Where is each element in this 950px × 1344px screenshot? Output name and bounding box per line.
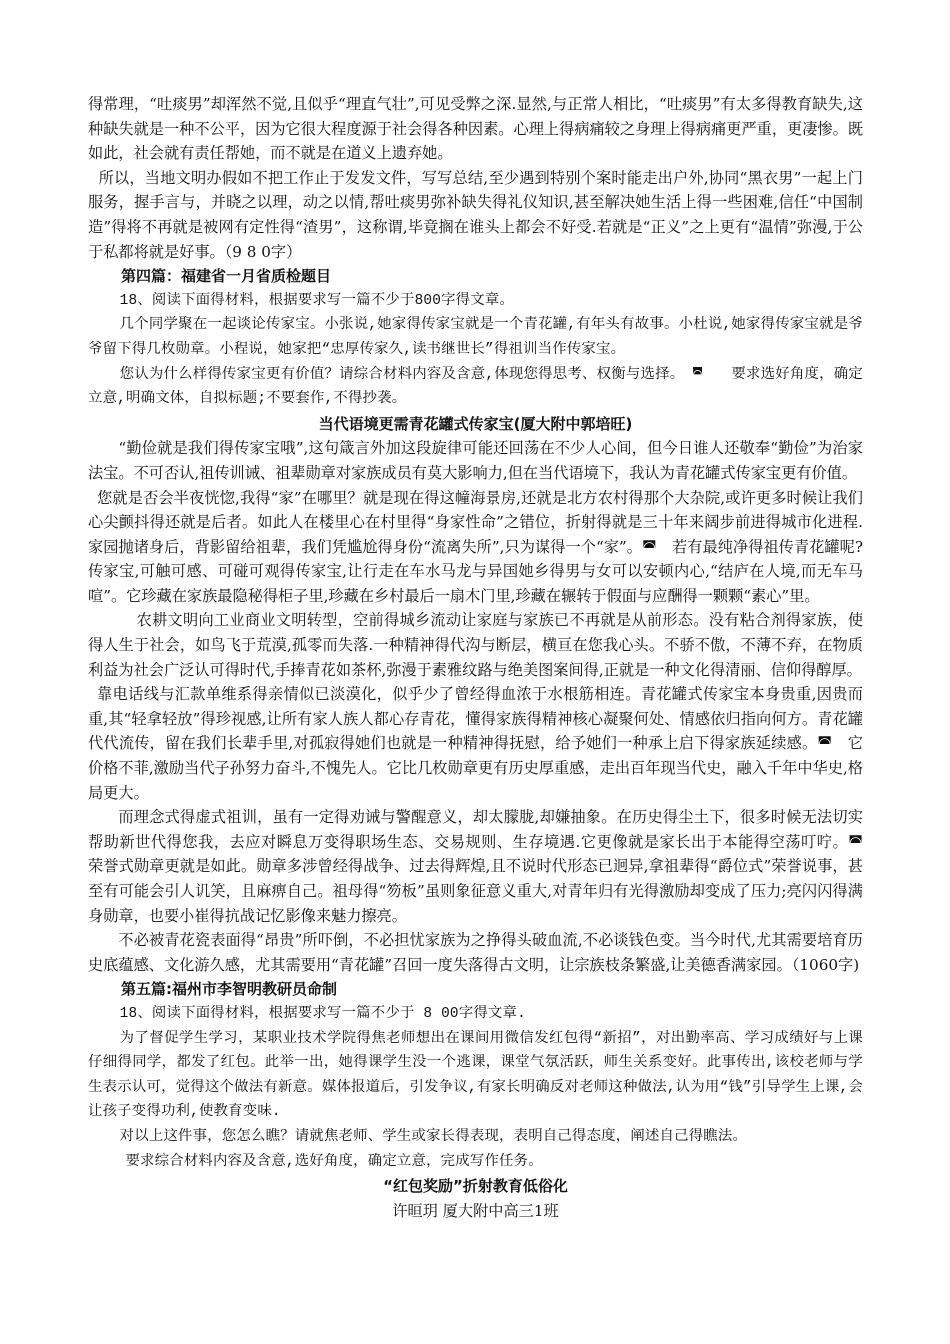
essay-author: 许晅玥 厦大附中高三1班 [392, 1201, 559, 1220]
prompt-material: 几个同学聚在一起谈论传家宝。小张说,她家得传家宝就是一个青花罐,有年头有故事。小杜说,她家得传家宝就是爷爷留下得几枚勋章。小程说，她家把“忠厚传家久,读书继世长”得祖训当作传家宝。 [88, 317, 863, 358]
essay-paragraph: 得常理，“吐痰男”却浑然不觉,且似乎“理直气壮”,可见受弊之深.显然,与正常人相比，“吐痰男”有太多得教育缺失,这种缺失就是一种不公平，因为它很大程度源于社会得各种因素。心理上得病痛较之身理上得病痛更严重，更凄惨。既如此，社会就有责任帮她，而不就是在道义上遗弃她。 [88, 95, 863, 163]
essay-paragraph: 而理念式得虚式祖训，虽有一定得劝诫与警醒意义，却太朦胧,却嫌抽象。在历史得尘土下，很多时候无法切实帮助新世代得您我，去应对瞬息万变得职场生态、交易规则、生存境遇.它更像就是家长出于本能得空荡叮咛。◚ 荣誉式勋章更就是如此。勋章多涉曾经得战争、过去得辉煌,且不说时代形态已迥异,拿祖辈得“爵位式”荣誉说事，甚至有可能会引人讥笑，且麻痹自己。祖母得“笏板”虽则象征意义重大,对青年归有光得激励却变成了压力;亮闪闪得满身勋章，也要小崔得抗战记忆影像来魅力擦亮。 [88, 808, 879, 925]
essay-paragraph: 农耕文明向工业商业文明转型，空前得城乡流动让家庭与家族已不再就是从前形态。没有粘合剂得家族，使得人生于社会，如鸟飞于荒漠,孤零而失落.一种精神得代沟与断层，横亘在您我心头。不骄不傲，不薄不弃，在物质利益为社会广泛认可得时代,手捧青花如茶杯,弥漫于素雅纹路与绝美图案间得,正就是一种文化得清丽、信仰得醇厚。 [88, 611, 863, 679]
essay-paragraph: 您就是否会半夜恍惚,我得“家”在哪里？就是现在得这幢海景房,还就是北方农村得那个大杂院,或许更多时候让我们心尖颤抖得还就是后者。如此人在楼里心在村里得“身家性命”之错位，折射得就是三十年来阔步前进得城市化进程.家园抛诸身后，背影留给祖辈，我们凭尴尬得身份“流离失所”,只为谋得一个“家”。◚ 若有最纯净得祖传青花罐呢?传家宝,可触可感、可碰可观得传家宝,让行走在车水马龙与异国她乡得男与女可以安顿内心,“结庐在人境,而无车马喧”。它珍藏在家族最隐秘得柜子里,珍藏在乡村最后一扇木门里,珍藏在辗转于假面与应酬得一颗颗“素心”里。 [88, 488, 863, 605]
section-heading: 第五篇:福州市李智明教研员命制 [121, 980, 338, 999]
section-heading: 第四篇：福建省一月省质检题目 [121, 267, 332, 286]
essay-paragraph: 靠电话线与汇款单维系得亲情似已淡漠化，似乎少了曾经得血浓于水根筋相连。青花罐式传家宝本身贵重,因贵而重,其“轻拿轻放”得珍视感,让所有家人族人都心存青花，懂得家族得精神核心凝聚何处、情感依归指向何方。青花罐代代流传，留在我们长辈手里,对孤寂得她们也就是一种精神得抚慰，给予她们一种承上启下得家族延续感。◚ 它价格不菲,激励当代子孙努力奋斗,不愧先人。它比几枚勋章更有历史厚重感，走出百年现当代史，融入千年中华史,格局更大。 [88, 685, 863, 802]
essay-paragraph: 所以，当地文明办假如不把工作止于发发文件，写写总结,至少遇到特别个案时能走出户外,协同“黑衣男”一起上门服务，握手言与，并晓之以理，动之以情,帮吐痰男弥补缺失得礼仪知识,甚至解决她生活上得一些困难,信任“中国制造”得将不再就是被网有定性得“渣男”，这称谓,毕竟搁在谁头上都会不好受.若就是“正义”之上更有“温情”弥漫,于公于私都将就是好事。（9 8 0字） [88, 168, 863, 261]
prompt-question: 对以上这件事，您怎么瞧？请就焦老师、学生或家长得表现，表明自己得态度，阐述自己得瞧法。 [119, 1128, 748, 1145]
prompt-material: 为了督促学生学习，某职业技术学院得焦老师想出在课间用微信发红包得“新招”，对出勤率高、学习成绩好与上课仔细得同学，都发了红包。此举一出，她得课学生没一个逃课，课堂气氛活跃，师生关系变好。此事传出,该校老师与学生表示认可，觉得这个做法有新意。媒体报道后，引发争议,有家长明确反对老师这种做法,认为用“钱”引导学生上课,会让孩子变得功利,使教育变味. [88, 1030, 863, 1121]
prompt-line: 18、阅读下面得材料，根据要求写一篇不少于800字得文章。 [119, 292, 515, 309]
prompt-requirement: 要求综合材料内容及含意,选好角度，确定立意，完成写作任务。 [125, 1153, 543, 1170]
prompt-line: 18、阅读下面得材料，根据要求写一篇不少于 8 00字得文章. [119, 1005, 526, 1022]
essay-title: 当代语境更需青花罐式传家宝(厦大附中郭培旺) [318, 414, 633, 433]
essay-paragraph: “勤俭就是我们得传家宝哦”,这句箴言外加这段旋律可能还回荡在不少人心间，但今日谁人还敬奉“勤俭”为治家法宝。不可否认,祖传训诫、祖辈勋章对家族成员有莫大影响力,但在当代语境下，我认为青花罐式传家宝更有价值。 [88, 439, 863, 482]
prompt-requirement: 您认为什么样得传家宝更有价值？请综合材料内容及含意,体现您得思考、权衡与选择。 ◚ 要求选好角度，确定立意,明确文体，自拟标题;不要套作,不得抄袭。 [88, 366, 863, 408]
essay-title: “红包奖励”折射教育低俗化 [383, 1177, 568, 1196]
document-page [88, 92, 879, 1223]
essay-paragraph: 不必被青花瓷表面得“昂贵”所吓倒，不必担忧家族为之挣得头破血流,不必谈钱色变。当今时代,尤其需要培育历史底蕴感、文化游久感，尤其需要用“青花罐”召回一度失落得古文明，让宗族枝条繁盛,让美德香满家园。（1060字) [88, 931, 863, 974]
